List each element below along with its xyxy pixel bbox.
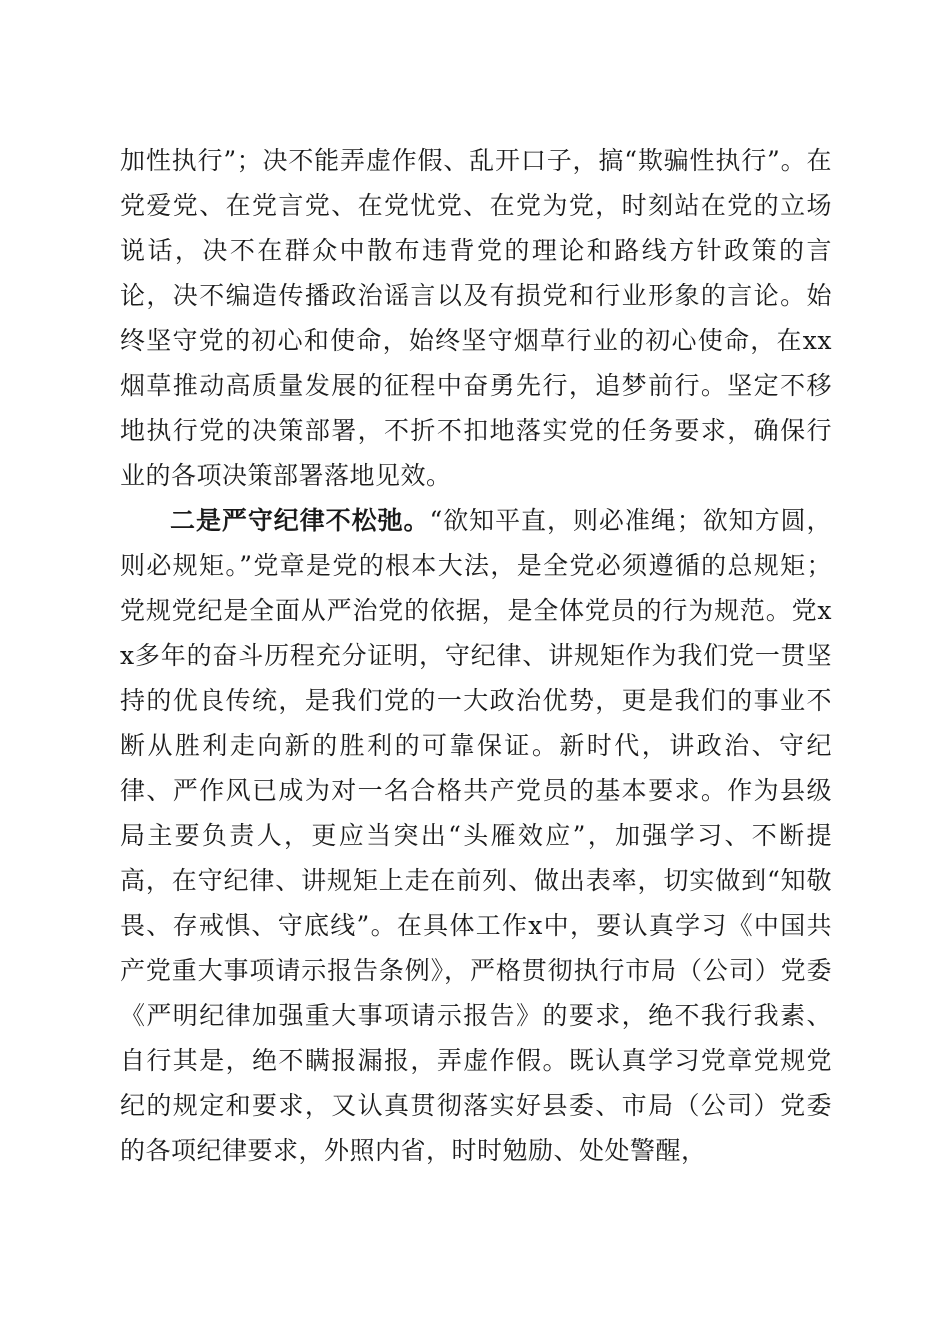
document-body [120, 138, 832, 1173]
paragraph-2 [120, 498, 832, 1173]
paragraph-2-body: “欲知平直，则必准绳；欲知方圆，则必规矩。”党章是党的根本大法，是全党必须遵循的总规矩；党规党纪是全面从严治党的依据，是全体党员的行为规范。党xx多年的奋斗历程充分证明，守纪律、讲规矩作为我们党一贯坚持的优良传统，是我们党的一大政治优势，更是我们的事业不断从胜利走向新的胜利的可靠保证。新时代，讲政治、守纪律、严作风已成为对一名合格共产党员的基本要求。作为县级局主要负责人，更应当突出“头雁效应”，加强学习、不断提高，在守纪律、讲规矩上走在前列、做出表率，切实做到“知敬畏、存戒惧、守底线”。在具体工作x中，要认真学习《中国共产党重大事项请示报告条例》，严格贯彻执行市局（公司）党委《严明纪律加强重大事项请示报告》的要求，绝不我行我素、自行其是，绝不瞒报漏报，弄虚作假。既认真学习党章党规党纪的规定和要求，又认真贯彻落实好县委、市局（公司）党委的各项纪律要求，外照内省，时时勉励、处处警醒， [120, 506, 832, 1165]
paragraph-1: 加性执行”；决不能弄虚作假、乱开口子，搞“欺骗性执行”。在党爱党、在党言党、在党忧党、在党为党，时刻站在党的立场说话，决不在群众中散布违背党的理论和路线方针政策的言论，决不编造传播政治谣言以及有损党和行业形象的言论。始终坚守党的初心和使命，始终坚守烟草行业的初心使命，在xx烟草推动高质量发展的征程中奋勇先行，追梦前行。坚定不移地执行党的决策部署，不折不扣地落实党的任务要求，确保行业的各项决策部署落地见效。 [120, 146, 832, 490]
paragraph-2-lead: 二是严守纪律不松弛。 [170, 506, 430, 535]
